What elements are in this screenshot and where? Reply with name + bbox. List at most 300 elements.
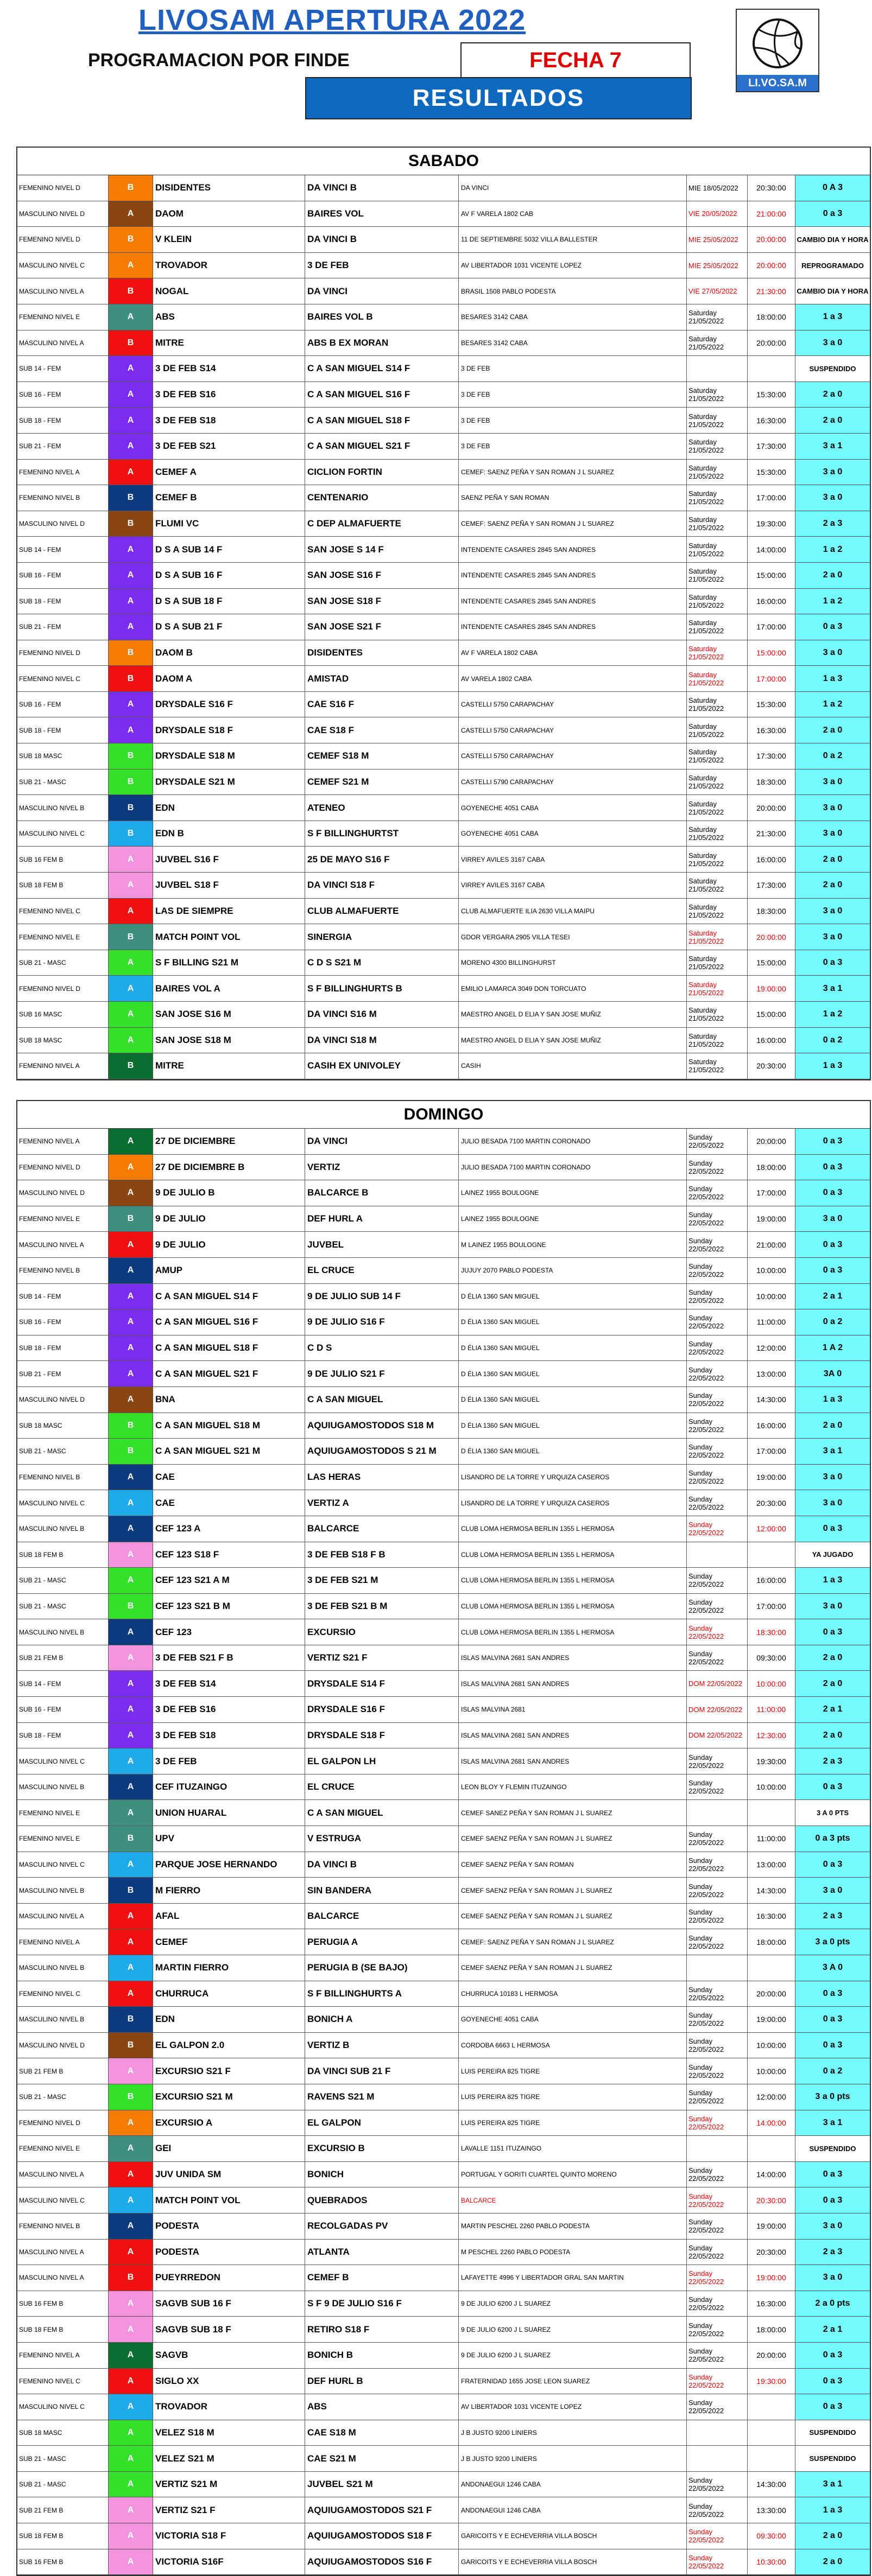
date-cell: Saturday 21/05/2022 <box>687 511 748 537</box>
category-cell: SUB 16 - FEM <box>17 1697 109 1722</box>
category-cell: FEMENINO NIVEL E <box>17 924 109 950</box>
time-cell: 21:30:00 <box>748 278 795 304</box>
date-cell: Sunday 22/05/2022 <box>687 2187 748 2213</box>
venue-cell: M PESCHEL 2260 PABLO PODESTA <box>459 2240 687 2265</box>
venue-cell: JULIO BESADA 7100 MARTIN CORONADO <box>459 1129 687 1154</box>
away-team-cell: CAE S18 F <box>305 717 459 743</box>
result-cell: 3 a 0 <box>795 2214 870 2239</box>
category-cell: SUB 18 FEM B <box>17 1542 109 1568</box>
zone-cell: B <box>109 278 153 304</box>
away-team-cell: CEMEF B <box>305 2265 459 2291</box>
category-cell: SUB 18 - FEM <box>17 589 109 614</box>
table-row <box>17 717 870 743</box>
date-cell: Saturday 21/05/2022 <box>687 589 748 614</box>
away-team-cell: BALCARCE <box>305 1516 459 1542</box>
result-cell: 3 a 0 <box>795 1594 870 1619</box>
venue-cell: CLUB LOMA HERMOSA BERLIN 1355 L HERMOSA <box>459 1619 687 1645</box>
time-cell: 21:00:00 <box>748 1232 795 1257</box>
date-cell: Saturday 21/05/2022 <box>687 666 748 691</box>
away-team-cell: SIN BANDERA <box>305 1878 459 1903</box>
result-cell: 2 a 0 <box>795 563 870 588</box>
zone-cell: A <box>109 356 153 381</box>
home-team-cell: 9 DE JULIO <box>153 1206 305 1232</box>
time-cell: 17:00:00 <box>748 614 795 640</box>
home-team-cell: AFAL <box>153 1904 305 1929</box>
table-row <box>17 485 870 511</box>
venue-cell: EMILIO LAMARCA 3049 DON TORCUATO <box>459 976 687 1001</box>
zone-cell: A <box>109 1490 153 1516</box>
result-cell: 2 a 0 <box>795 1671 870 1696</box>
zone-cell: A <box>109 1516 153 1542</box>
zone-cell: A <box>109 2291 153 2317</box>
category-cell: SUB 21 - MASC <box>17 1439 109 1464</box>
category-cell: SUB 18 FEM B <box>17 873 109 898</box>
venue-cell: D ÉLIA 1360 SAN MIGUEL <box>459 1413 687 1439</box>
date-cell: Saturday 21/05/2022 <box>687 382 748 408</box>
time-cell: 18:00:00 <box>748 1929 795 1955</box>
result-cell: 1 a 3 <box>795 1053 870 1079</box>
result-cell: SUSPENDIDO <box>795 2420 870 2446</box>
category-cell: MASCULINO NIVEL B <box>17 1774 109 1800</box>
home-team-cell: C A SAN MIGUEL S18 F <box>153 1335 305 1361</box>
date-cell: Sunday 22/05/2022 <box>687 1878 748 1903</box>
category-cell: MASCULINO NIVEL A <box>17 1232 109 1257</box>
zone-cell: A <box>109 692 153 717</box>
venue-cell: J B JUSTO 9200 LINIERS <box>459 2446 687 2471</box>
home-team-cell: SAGVB SUB 16 F <box>153 2291 305 2317</box>
zone-cell: A <box>109 1929 153 1955</box>
table-row <box>17 2007 870 2033</box>
date-cell: Sunday 22/05/2022 <box>687 2007 748 2032</box>
result-cell: 0 a 3 <box>795 1232 870 1257</box>
zone-cell: B <box>109 2265 153 2291</box>
time-cell <box>748 356 795 381</box>
table-row <box>17 2420 870 2446</box>
venue-cell: PORTUGAL Y GORITI CUARTEL QUINTO MORENO <box>459 2162 687 2187</box>
away-team-cell: EL CRUCE <box>305 1774 459 1800</box>
result-cell: 0 a 3 <box>795 2187 870 2213</box>
away-team-cell: RECOLGADAS PV <box>305 2214 459 2239</box>
table-row <box>17 1955 870 1981</box>
date-cell: Sunday 22/05/2022 <box>687 1852 748 1878</box>
category-cell: MASCULINO NIVEL C <box>17 253 109 278</box>
zone-cell: A <box>109 717 153 743</box>
category-cell: FEMENINO NIVEL A <box>17 1129 109 1154</box>
venue-cell: D ÉLIA 1360 SAN MIGUEL <box>459 1335 687 1361</box>
venue-cell: CASIH <box>459 1053 687 1079</box>
venue-cell: ISLAS MALVINA 2681 SAN ANDRES <box>459 1748 687 1774</box>
result-cell: 0 a 3 <box>795 201 870 227</box>
away-team-cell: BAIRES VOL B <box>305 304 459 330</box>
away-team-cell: S F BILLINGHURTST <box>305 821 459 847</box>
table-row <box>17 976 870 1002</box>
category-cell: MASCULINO NIVEL D <box>17 2033 109 2058</box>
home-team-cell: 3 DE FEB S16 <box>153 1697 305 1722</box>
time-cell: 19:00:00 <box>748 1206 795 1232</box>
page-title: LIVOSAM APERTURA 2022 <box>138 4 526 36</box>
venue-cell: D ÉLIA 1360 SAN MIGUEL <box>459 1309 687 1335</box>
result-cell: 3 A 0 PTS <box>795 1800 870 1826</box>
time-cell: 21:00:00 <box>748 201 795 227</box>
table-row <box>17 511 870 537</box>
table-row <box>17 1516 870 1542</box>
results-banner: RESULTADOS <box>305 77 692 119</box>
venue-cell: AV F VARELA 1802 CABA <box>459 640 687 666</box>
result-cell: 1 a 3 <box>795 1387 870 1413</box>
table-row <box>17 1309 870 1335</box>
zone-cell: A <box>109 1904 153 1929</box>
date-cell: DOM 22/05/2022 <box>687 1697 748 1722</box>
date-cell <box>687 2446 748 2471</box>
category-cell: MASCULINO NIVEL A <box>17 2265 109 2291</box>
table-row <box>17 873 870 899</box>
table-row <box>17 1465 870 1491</box>
away-team-cell: SAN JOSE S21 F <box>305 614 459 640</box>
zone-cell: A <box>109 1748 153 1774</box>
date-cell: Saturday 21/05/2022 <box>687 304 748 330</box>
home-team-cell: CEF 123 S18 F <box>153 1542 305 1568</box>
away-team-cell: EXCURSIO B <box>305 2136 459 2161</box>
zone-cell: B <box>109 2007 153 2032</box>
result-cell: 2 a 0 pts <box>795 2291 870 2317</box>
away-team-cell: C A SAN MIGUEL S14 F <box>305 356 459 381</box>
home-team-cell: DRYSDALE S16 F <box>153 692 305 717</box>
home-team-cell: CEF ITUZAINGO <box>153 1774 305 1800</box>
result-cell: 0 a 3 <box>795 950 870 976</box>
zone-cell: A <box>109 1361 153 1386</box>
category-cell: FEMENINO NIVEL A <box>17 2343 109 2368</box>
table-row <box>17 1774 870 1801</box>
date-cell: Sunday 22/05/2022 <box>687 1232 748 1257</box>
date-cell: Sunday 22/05/2022 <box>687 1645 748 1671</box>
sabado-title: SABADO <box>17 148 870 175</box>
result-cell: 1 a 2 <box>795 589 870 614</box>
result-cell: 3 a 0 <box>795 821 870 847</box>
sabado-section <box>16 147 871 1080</box>
date-cell: Sunday 22/05/2022 <box>687 1568 748 1593</box>
time-cell: 12:30:00 <box>748 1723 795 1748</box>
date-cell: Saturday 21/05/2022 <box>687 924 748 950</box>
home-team-cell: JUV UNIDA SM <box>153 2162 305 2187</box>
away-team-cell: DA VINCI B <box>305 175 459 201</box>
time-cell: 21:30:00 <box>748 821 795 847</box>
away-team-cell: C A SAN MIGUEL S21 F <box>305 434 459 459</box>
away-team-cell: JUVBEL <box>305 1232 459 1257</box>
date-cell: Saturday 21/05/2022 <box>687 408 748 433</box>
time-cell: 18:00:00 <box>748 2317 795 2342</box>
result-cell: 0 a 2 <box>795 743 870 769</box>
time-cell: 19:00:00 <box>748 2214 795 2239</box>
date-cell: Sunday 22/05/2022 <box>687 1180 748 1206</box>
category-cell: SUB 14 - FEM <box>17 537 109 562</box>
result-cell: 2 a 0 <box>795 2523 870 2549</box>
away-team-cell: AQUIUGAMOSTODOS S18 M <box>305 1413 459 1439</box>
time-cell: 11:00:00 <box>748 1826 795 1852</box>
home-team-cell: CEF 123 <box>153 1619 305 1645</box>
result-cell: 2 a 0 <box>795 873 870 898</box>
home-team-cell: EXCURSIO S21 M <box>153 2084 305 2110</box>
home-team-cell: 3 DE FEB S21 <box>153 434 305 459</box>
table-row <box>17 408 870 434</box>
zone-cell: A <box>109 1258 153 1283</box>
time-cell: 17:00:00 <box>748 1180 795 1206</box>
result-cell: 1 a 3 <box>795 1568 870 1593</box>
table-row <box>17 2058 870 2084</box>
date-cell: Sunday 22/05/2022 <box>687 2265 748 2291</box>
result-cell: 0 a 3 <box>795 2394 870 2420</box>
table-row <box>17 175 870 201</box>
table-row <box>17 2291 870 2317</box>
date-cell: Sunday 22/05/2022 <box>687 1594 748 1619</box>
away-team-cell: C A SAN MIGUEL S18 F <box>305 408 459 433</box>
time-cell: 12:00:00 <box>748 1516 795 1542</box>
result-cell: 0 a 3 <box>795 1258 870 1283</box>
date-cell: Saturday 21/05/2022 <box>687 1002 748 1027</box>
time-cell: 16:00:00 <box>748 589 795 614</box>
home-team-cell: DAOM A <box>153 666 305 691</box>
category-cell: SUB 18 MASC <box>17 743 109 769</box>
table-row <box>17 1439 870 1465</box>
home-team-cell: SIGLO XX <box>153 2369 305 2394</box>
table-row <box>17 666 870 692</box>
zone-cell: A <box>109 434 153 459</box>
result-cell: CAMBIO DIA Y HORA <box>795 278 870 304</box>
time-cell: 20:00:00 <box>748 1981 795 2007</box>
zone-cell: A <box>109 589 153 614</box>
venue-cell: ANDONAEGUI 1246 CABA <box>459 2497 687 2523</box>
category-cell: FEMENINO NIVEL C <box>17 2369 109 2394</box>
venue-cell: 9 DE JULIO 6200 J L SUAREZ <box>459 2317 687 2342</box>
zone-cell: B <box>109 640 153 666</box>
date-cell: Sunday 22/05/2022 <box>687 2343 748 2368</box>
zone-cell: B <box>109 821 153 847</box>
away-team-cell: RETIRO S18 F <box>305 2317 459 2342</box>
venue-cell: LUIS PEREIRA 825 TIGRE <box>459 2110 687 2136</box>
zone-cell: A <box>109 2497 153 2523</box>
time-cell: 14:30:00 <box>748 1387 795 1413</box>
time-cell: 20:00:00 <box>748 253 795 278</box>
zone-cell: A <box>109 1232 153 1257</box>
category-cell: SUB 16 - FEM <box>17 1309 109 1335</box>
date-cell: Saturday 21/05/2022 <box>687 640 748 666</box>
away-team-cell: DRYSDALE S14 F <box>305 1671 459 1696</box>
home-team-cell: 27 DE DICIEMBRE B <box>153 1155 305 1180</box>
away-team-cell: CAE S18 M <box>305 2420 459 2446</box>
zone-cell: A <box>109 408 153 433</box>
table-row <box>17 278 870 304</box>
result-cell: 2 a 0 <box>795 717 870 743</box>
result-cell: 2 a 3 <box>795 2240 870 2265</box>
venue-cell: MAESTRO ANGEL D ELIA Y SAN JOSE MUÑIZ <box>459 1028 687 1053</box>
away-team-cell: C D S S21 M <box>305 950 459 976</box>
table-row <box>17 692 870 718</box>
table-row <box>17 2317 870 2343</box>
date-cell: Sunday 22/05/2022 <box>687 2523 748 2549</box>
table-row <box>17 2110 870 2136</box>
result-cell: 3 a 0 <box>795 769 870 795</box>
table-row <box>17 1542 870 1568</box>
time-cell: 13:30:00 <box>748 2497 795 2523</box>
time-cell: 10:00:00 <box>748 1258 795 1283</box>
date-cell: Sunday 22/05/2022 <box>687 1309 748 1335</box>
category-cell: MASCULINO NIVEL A <box>17 2162 109 2187</box>
home-team-cell: C A SAN MIGUEL S21 M <box>153 1439 305 1464</box>
zone-cell: A <box>109 1774 153 1800</box>
away-team-cell: PERUGIA B (SE BAJO) <box>305 1955 459 1981</box>
time-cell: 15:30:00 <box>748 692 795 717</box>
time-cell: 20:00:00 <box>748 2343 795 2368</box>
venue-cell: CHURRUCA 10183 L HERMOSA <box>459 1981 687 2007</box>
venue-cell: 3 DE FEB <box>459 434 687 459</box>
venue-cell: CEMEF: SAENZ PEÑA Y SAN ROMAN J L SUAREZ <box>459 460 687 485</box>
date-cell: Saturday 21/05/2022 <box>687 795 748 820</box>
result-cell: 0 a 3 <box>795 1180 870 1206</box>
time-cell: 17:00:00 <box>748 1439 795 1464</box>
date-cell: Saturday 21/05/2022 <box>687 692 748 717</box>
category-cell: FEMENINO NIVEL B <box>17 2214 109 2239</box>
venue-cell: VIRREY AVILES 3167 CABA <box>459 847 687 872</box>
result-cell: SUSPENDIDO <box>795 2446 870 2471</box>
result-cell: 3 a 0 <box>795 330 870 356</box>
home-team-cell: 3 DE FEB S21 F B <box>153 1645 305 1671</box>
category-cell: SUB 21 - MASC <box>17 1568 109 1593</box>
zone-cell: B <box>109 2084 153 2110</box>
date-cell: Sunday 22/05/2022 <box>687 1490 748 1516</box>
away-team-cell: AQUIUGAMOSTODOS S18 F <box>305 2523 459 2549</box>
venue-cell: SAENZ PEÑA Y SAN ROMAN <box>459 485 687 511</box>
date-cell: Sunday 22/05/2022 <box>687 1439 748 1464</box>
away-team-cell: VERTIZ A <box>305 1490 459 1516</box>
away-team-cell: DA VINCI S18 F <box>305 873 459 898</box>
category-cell: MASCULINO NIVEL A <box>17 1904 109 1929</box>
date-cell: Sunday 22/05/2022 <box>687 1929 748 1955</box>
away-team-cell: 3 DE FEB S18 F B <box>305 1542 459 1568</box>
time-cell: 20:30:00 <box>748 2187 795 2213</box>
home-team-cell: DRYSDALE S18 M <box>153 743 305 769</box>
category-cell: SUB 21 - FEM <box>17 434 109 459</box>
time-cell: 19:30:00 <box>748 1748 795 1774</box>
result-cell: 1 a 3 <box>795 666 870 691</box>
category-cell: FEMENINO NIVEL B <box>17 485 109 511</box>
result-cell: 0 a 3 <box>795 2343 870 2368</box>
home-team-cell: TROVADOR <box>153 253 305 278</box>
venue-cell: LAFAYETTE 4996 Y LIBERTADOR GRAL SAN MARTIN <box>459 2265 687 2291</box>
time-cell <box>748 1542 795 1568</box>
zone-cell: A <box>109 460 153 485</box>
time-cell: 20:00:00 <box>748 1129 795 1154</box>
time-cell: 11:00:00 <box>748 1697 795 1722</box>
category-cell: MASCULINO NIVEL D <box>17 201 109 227</box>
result-cell: 3 a 1 <box>795 976 870 1001</box>
result-cell: 0 a 2 <box>795 1309 870 1335</box>
away-team-cell: EXCURSIO <box>305 1619 459 1645</box>
category-cell: SUB 18 FEM B <box>17 2523 109 2549</box>
date-cell: Saturday 21/05/2022 <box>687 976 748 1001</box>
date-cell: Sunday 22/05/2022 <box>687 2033 748 2058</box>
zone-cell: A <box>109 2317 153 2342</box>
home-team-cell: MITRE <box>153 330 305 356</box>
venue-cell: LEON BLOY Y FLEMIN ITUZAINGO <box>459 1774 687 1800</box>
home-team-cell: D S A SUB 16 F <box>153 563 305 588</box>
zone-cell: A <box>109 2369 153 2394</box>
away-team-cell: VERTIZ S21 F <box>305 1645 459 1671</box>
category-cell: FEMENINO NIVEL D <box>17 640 109 666</box>
table-row <box>17 1904 870 1930</box>
table-row <box>17 1053 870 1079</box>
result-cell: 1 a 2 <box>795 692 870 717</box>
result-cell: 2 a 1 <box>795 1697 870 1722</box>
date-cell: Sunday 22/05/2022 <box>687 2240 748 2265</box>
time-cell: 15:00:00 <box>748 950 795 976</box>
venue-cell: CEMEF SANEZ PEÑA Y SAN ROMAN J L SUAREZ <box>459 1800 687 1826</box>
time-cell: 16:30:00 <box>748 717 795 743</box>
venue-cell: CEMEF SAENZ PEÑA Y SAN ROMAN J L SUAREZ <box>459 1955 687 1981</box>
time-cell: 10:00:00 <box>748 2058 795 2084</box>
date-cell: Sunday 22/05/2022 <box>687 2369 748 2394</box>
home-team-cell: CEMEF B <box>153 485 305 511</box>
zone-cell: A <box>109 1568 153 1593</box>
time-cell: 20:00:00 <box>748 227 795 252</box>
time-cell: 17:30:00 <box>748 434 795 459</box>
date-cell: Saturday 21/05/2022 <box>687 330 748 356</box>
home-team-cell: VERTIZ S21 M <box>153 2472 305 2497</box>
away-team-cell: DRYSDALE S16 F <box>305 1697 459 1722</box>
time-cell: 13:00:00 <box>748 1361 795 1386</box>
table-row <box>17 1929 870 1955</box>
zone-cell: A <box>109 2110 153 2136</box>
result-cell: 3 a 0 <box>795 899 870 924</box>
fecha-label: FECHA 7 <box>460 42 691 78</box>
date-cell: Saturday 21/05/2022 <box>687 821 748 847</box>
zone-cell: A <box>109 1800 153 1826</box>
home-team-cell: TROVADOR <box>153 2394 305 2420</box>
home-team-cell: M FIERRO <box>153 1878 305 1903</box>
away-team-cell: SINERGIA <box>305 924 459 950</box>
category-cell: FEMENINO NIVEL B <box>17 1465 109 1490</box>
zone-cell: A <box>109 2240 153 2265</box>
venue-cell: LAVALLE 1151 ITUZAINGO <box>459 2136 687 2161</box>
time-cell: 18:30:00 <box>748 1619 795 1645</box>
zone-cell: B <box>109 1594 153 1619</box>
zone-cell: A <box>109 2214 153 2239</box>
away-team-cell: DRYSDALE S18 F <box>305 1723 459 1748</box>
category-cell: FEMENINO NIVEL D <box>17 175 109 201</box>
time-cell: 15:30:00 <box>748 460 795 485</box>
table-row <box>17 2162 870 2188</box>
away-team-cell: CEMEF S18 M <box>305 743 459 769</box>
time-cell: 14:00:00 <box>748 2110 795 2136</box>
venue-cell: 11 DE SEPTIEMBRE 5032 VILLA BALLESTER <box>459 227 687 252</box>
home-team-cell: V KLEIN <box>153 227 305 252</box>
home-team-cell: SAGVB SUB 18 F <box>153 2317 305 2342</box>
zone-cell: A <box>109 1619 153 1645</box>
result-cell: 0 a 3 <box>795 1129 870 1154</box>
date-cell: Saturday 21/05/2022 <box>687 434 748 459</box>
zone-cell: B <box>109 1053 153 1079</box>
time-cell: 19:30:00 <box>748 2369 795 2394</box>
category-cell: SUB 18 MASC <box>17 1028 109 1053</box>
venue-cell: INTENDENTE CASARES 2845 SAN ANDRES <box>459 589 687 614</box>
away-team-cell: DA VINCI <box>305 1129 459 1154</box>
category-cell: MASCULINO NIVEL A <box>17 330 109 356</box>
away-team-cell: S F BILLINGHURTS A <box>305 1981 459 2007</box>
away-team-cell: BALCARCE <box>305 1904 459 1929</box>
page-subtitle: PROGRAMACION POR FINDE <box>88 50 350 71</box>
away-team-cell: DA VINCI SUB 21 F <box>305 2058 459 2084</box>
zone-cell: A <box>109 201 153 227</box>
zone-cell: A <box>109 2187 153 2213</box>
table-row <box>17 2523 870 2549</box>
